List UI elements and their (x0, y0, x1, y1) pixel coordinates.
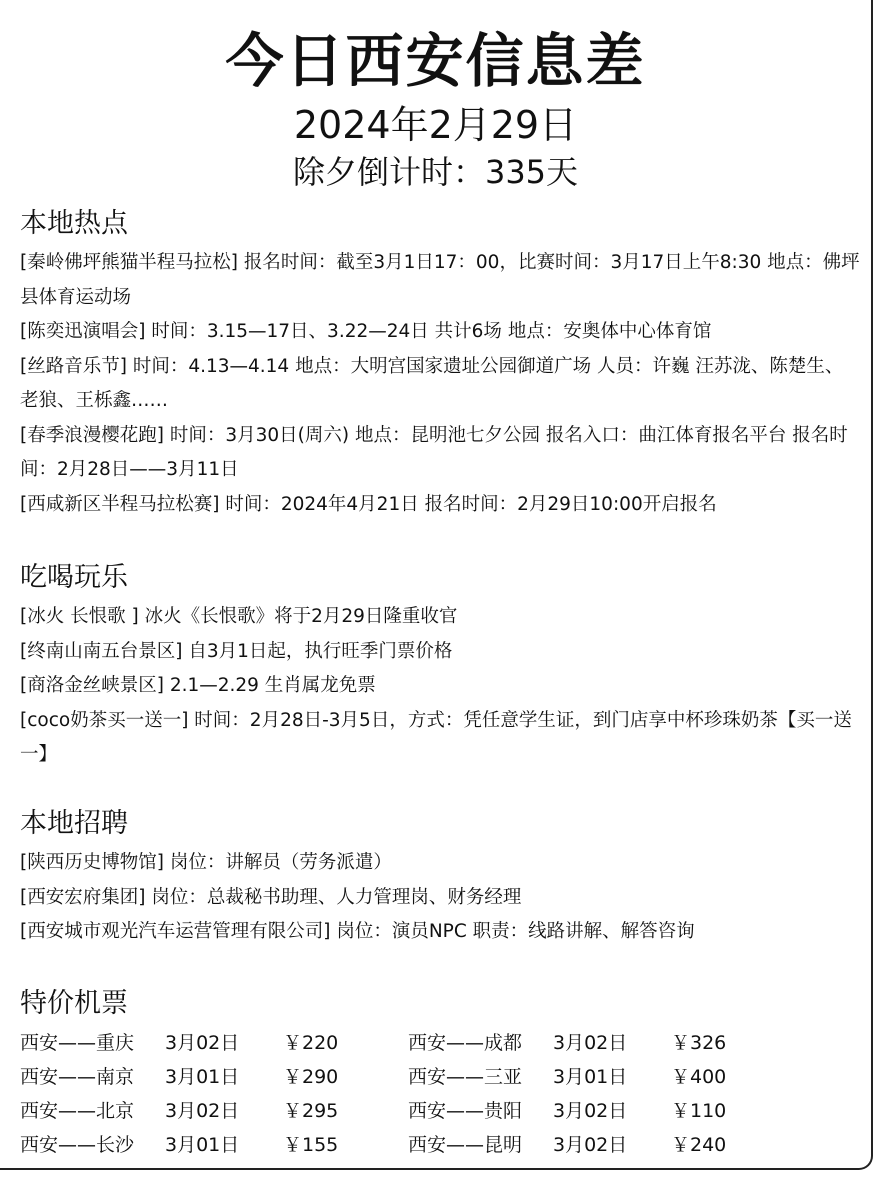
list-item (20, 315, 860, 350)
section-title-tickets: 特价机票 (20, 988, 128, 1019)
item-tag: [秦岭佛坪熊猫半程马拉松] (20, 252, 238, 273)
item-tag: [终南山南五台景区] (20, 640, 183, 662)
item-tag: [陕西历史博物馆] (20, 852, 164, 873)
item-text: 岗位：演员NPC 职责：线路讲解、解答咨询 (330, 921, 695, 942)
ticket-price: ￥110 (671, 1100, 727, 1122)
item-text: 时间：2月28日-3月5日，方式：凭任意学生证，到门店享中杯珍珠奶茶【买一送一】 (20, 709, 852, 765)
ticket-grid (20, 1026, 860, 1162)
list-item (20, 488, 860, 523)
item-tag: [西安宏府集团] (20, 886, 146, 908)
ticket-route: 西安——重庆 (20, 1032, 135, 1054)
ticket-date: 3月02日 (165, 1032, 240, 1054)
page-title: 今日西安信息差 (225, 27, 646, 95)
item-tag: [冰火 长恨歌 ] (20, 606, 139, 627)
ticket-route: 西安——长沙 (20, 1134, 135, 1156)
list-item (20, 419, 860, 488)
item-tag: [coco奶茶买一送一] (20, 709, 189, 731)
list-item (20, 600, 860, 635)
list-item (20, 246, 860, 315)
list-item (20, 915, 860, 950)
ticket-price: ￥240 (671, 1134, 727, 1156)
item-tag: [丝路音乐节] (20, 355, 127, 377)
ticket-date: 3月02日 (553, 1100, 628, 1122)
section-cheap-flights (20, 986, 860, 1162)
item-text: 时间：2024年4月21日 报名时间：2月29日10:00开启报名 (219, 493, 717, 515)
list-item (20, 704, 860, 773)
ticket-price: ￥326 (671, 1032, 727, 1054)
item-text: 2.1—2.29 生肖属龙免票 (163, 675, 376, 696)
ticket-route: 西安——北京 (20, 1100, 135, 1122)
section-title-hot: 本地热点 (20, 208, 128, 239)
item-tag: [春季浪漫樱花跑] (20, 424, 164, 446)
ticket-route: 西安——南京 (20, 1066, 135, 1088)
ticket-route: 西安——昆明 (408, 1134, 523, 1156)
ticket-date: 3月01日 (165, 1066, 240, 1088)
item-text: 冰火《长恨歌》将于2月29日隆重收官 (138, 606, 458, 627)
item-text: 时间：3月30日(周六) 地点：昆明池七夕公园 报名入口：曲江体育报名平台 报名时间：2月28日——3月11日 (20, 424, 848, 480)
ticket-date: 3月01日 (553, 1066, 628, 1088)
ticket-date: 3月01日 (165, 1134, 240, 1156)
item-tag: [陈奕迅演唱会] (20, 321, 146, 342)
ticket-date: 3月02日 (553, 1134, 628, 1156)
section-local-jobs (20, 806, 860, 950)
ticket-price: ￥290 (283, 1066, 339, 1088)
ticket-row (408, 1094, 808, 1128)
section-local-hot (20, 206, 860, 522)
ticket-row (408, 1060, 808, 1094)
ticket-row (20, 1094, 408, 1128)
section-title-jobs: 本地招聘 (20, 808, 128, 839)
section-title-fun: 吃喝玩乐 (20, 562, 128, 593)
ticket-row (408, 1128, 808, 1162)
page-date: 2024年2月29日 (293, 103, 578, 147)
ticket-row (408, 1026, 808, 1060)
section-food-fun (20, 560, 860, 773)
item-text: 时间：3.15—17日、3.22—24日 共计6场 地点：安奥体中心体育馆 (145, 321, 712, 342)
item-text: 岗位：总裁秘书助理、人力管理岗、财务经理 (145, 886, 522, 908)
new-year-countdown: 除夕倒计时：335天 (292, 153, 579, 191)
ticket-price: ￥220 (283, 1032, 339, 1054)
item-tag: [商洛金丝峡景区] (20, 675, 164, 696)
list-item (20, 669, 860, 704)
ticket-row (20, 1128, 408, 1162)
ticket-route: 西安——贵阳 (408, 1100, 523, 1122)
ticket-row (20, 1060, 408, 1094)
item-text: 时间：4.13—4.14 地点：大明宫国家遗址公园御道广场 人员：许巍 汪苏泷、陈楚生、老狼、王栎鑫…… (20, 355, 844, 411)
item-text: 报名时间：截至3月1日17：00，比赛时间：3月17日上午8:30 地点：佛坪县体育运动场 (20, 252, 860, 308)
item-tag: [西咸新区半程马拉松赛] (20, 493, 220, 515)
ticket-price: ￥400 (671, 1066, 727, 1088)
list-item (20, 881, 860, 916)
ticket-row (20, 1026, 408, 1060)
ticket-date: 3月02日 (553, 1032, 628, 1054)
item-text: 自3月1日起，执行旺季门票价格 (182, 640, 453, 662)
list-item (20, 635, 860, 670)
ticket-route: 西安——成都 (408, 1032, 523, 1054)
item-text: 岗位：讲解员（劳务派遣） (163, 852, 392, 873)
ticket-price: ￥155 (283, 1134, 339, 1156)
list-item (20, 350, 860, 419)
list-item (20, 846, 860, 881)
ticket-route: 西安——三亚 (408, 1066, 523, 1088)
ticket-price: ￥295 (283, 1100, 339, 1122)
item-tag: [西安城市观光汽车运营管理有限公司] (20, 921, 331, 942)
ticket-date: 3月02日 (165, 1100, 240, 1122)
